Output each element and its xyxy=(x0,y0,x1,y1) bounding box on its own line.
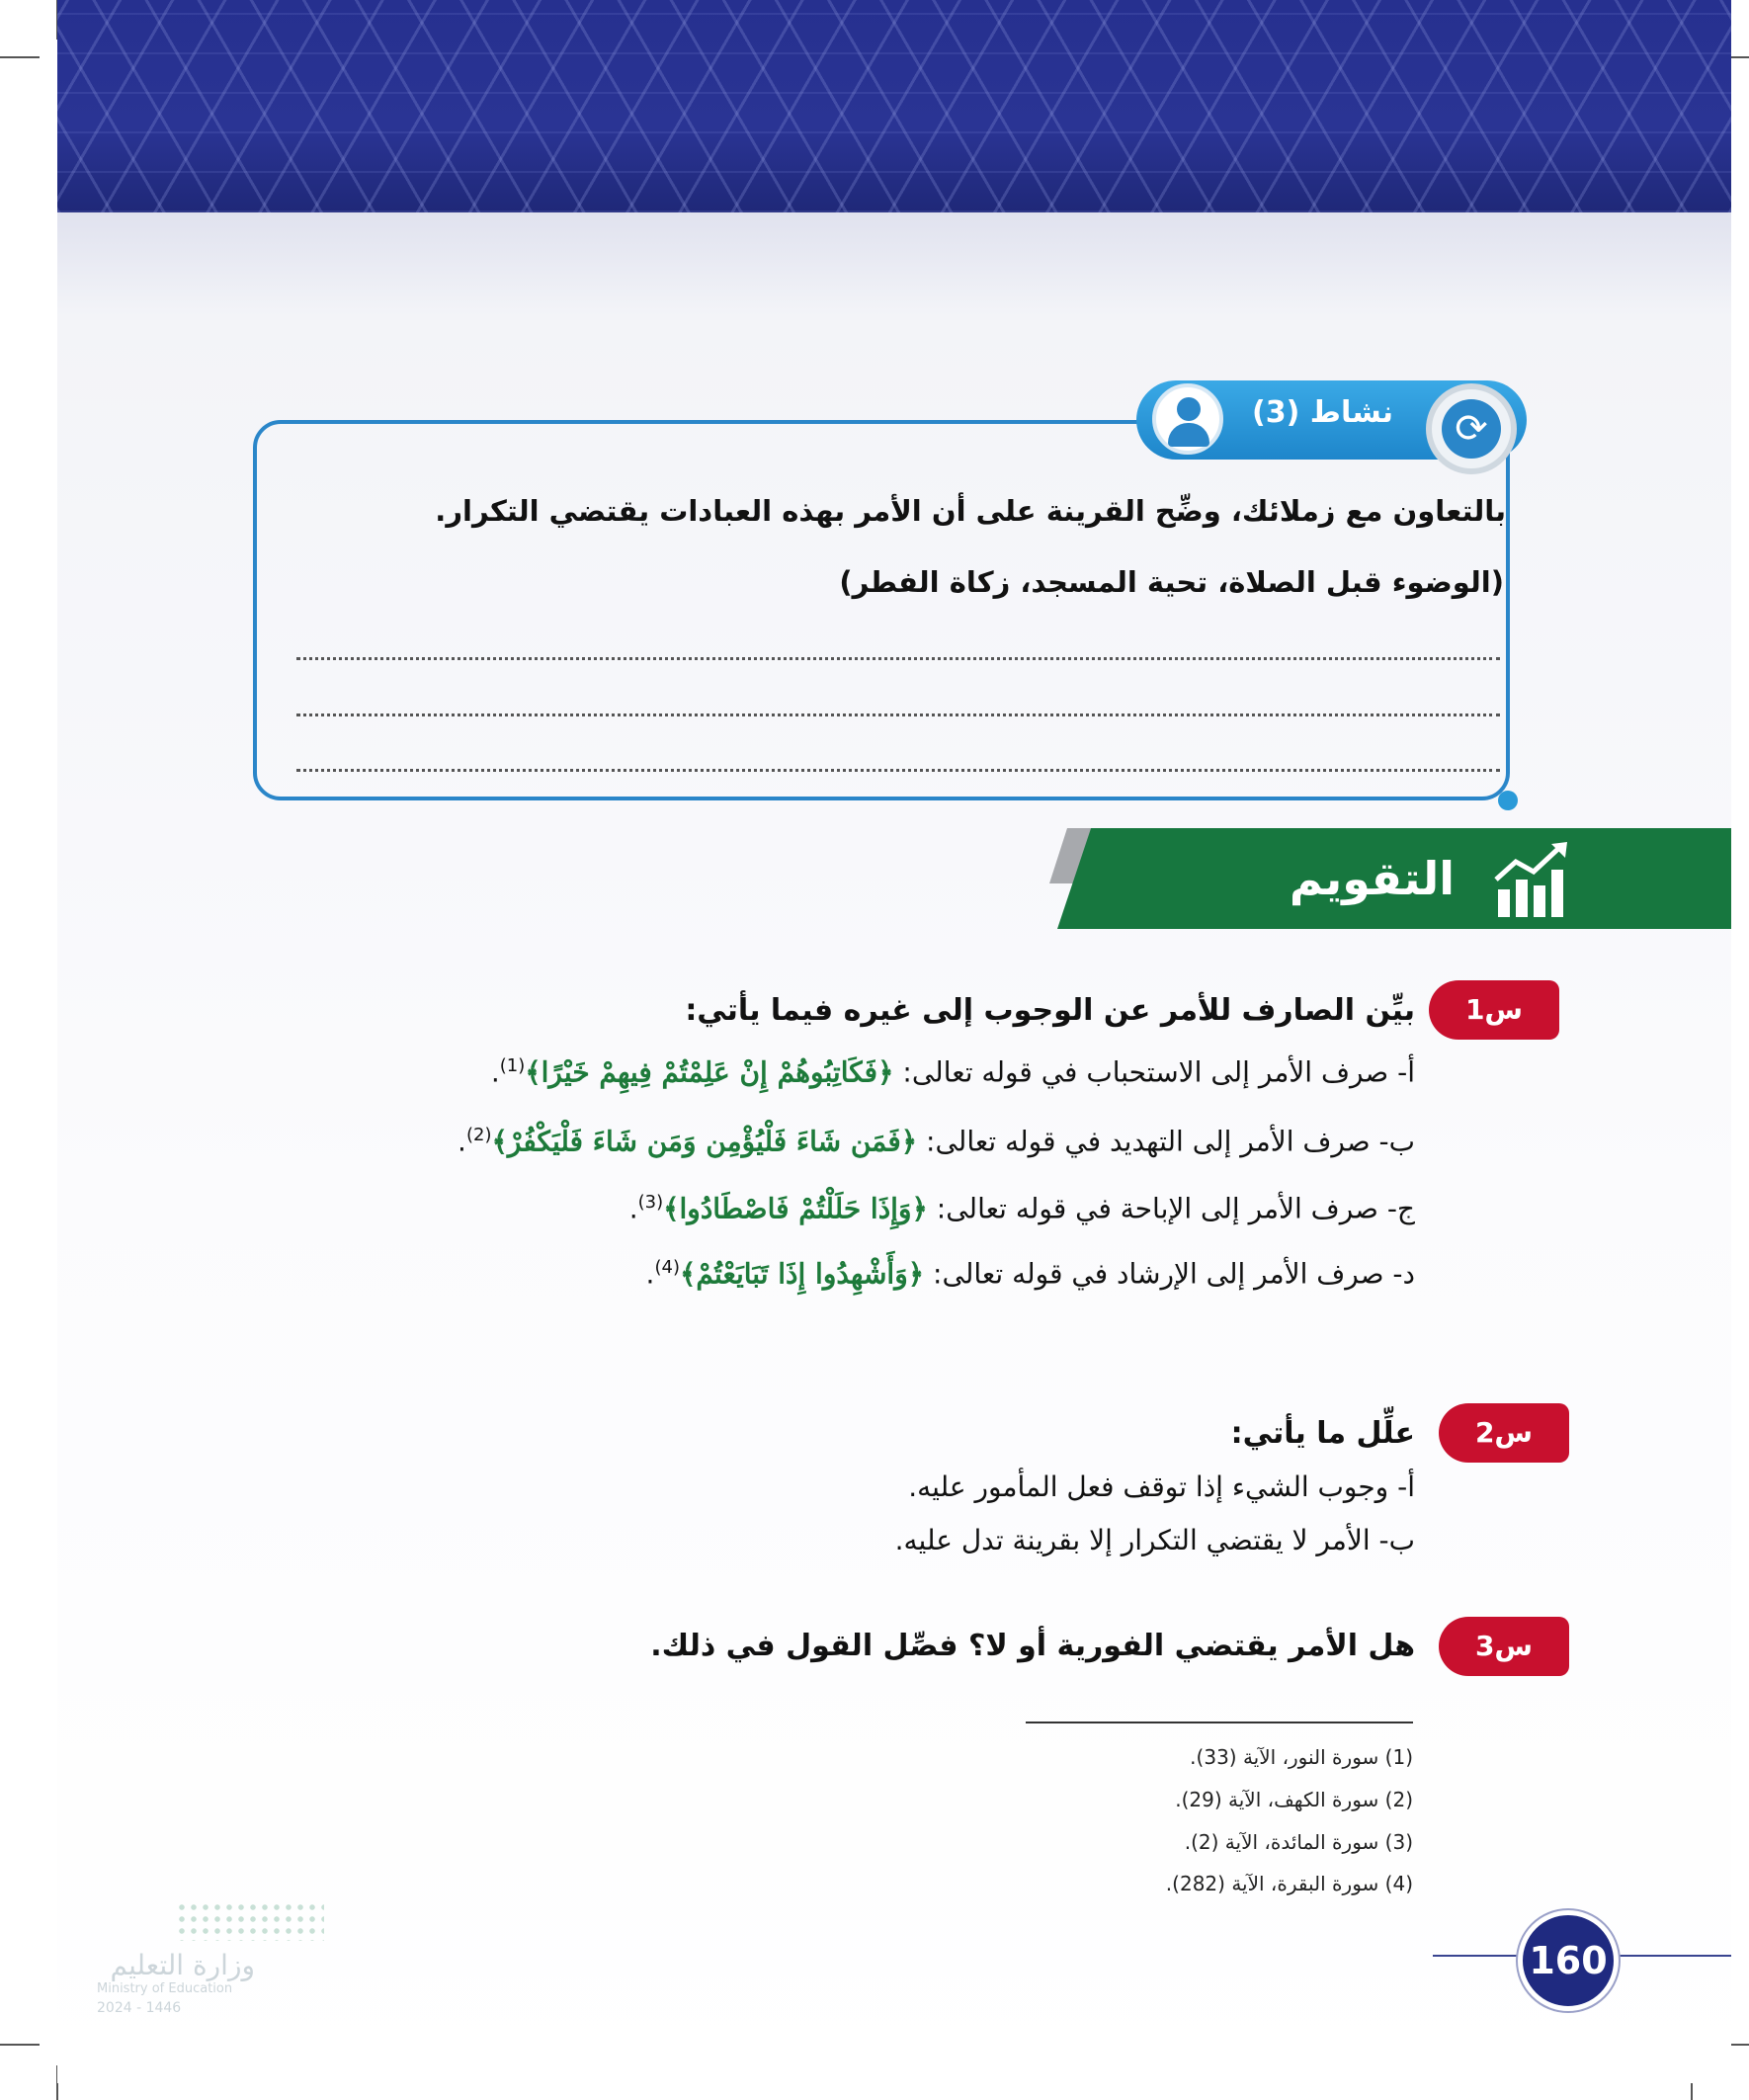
q1-item: د- صرف الأمر إلى الإرشاد في قوله تعالى: ﴿وَأَشْهِدُوا إِذَا تَبَايَعْتُمْ﴾$^{(4)}$. xyxy=(645,1257,1415,1291)
page-number-rule xyxy=(1433,1955,1518,1957)
footnote: (1) سورة النور، الآية (33). xyxy=(1190,1745,1413,1769)
q1-item-verse: ﴿وَإِذَا حَلَلْتُمْ فَاصْطَادُوا﴾ xyxy=(663,1192,928,1225)
q1-item: ب- صرف الأمر إلى التهديد في قوله تعالى: ﴿فَمَن شَاءَ فَلْيُؤْمِن وَمَن شَاءَ فَلْيَكْفُرْ﴾$^{(2)}$. xyxy=(458,1125,1415,1158)
q2-item: ب- الأمر لا يقتضي التكرار إلا بقرينة تدل عليه. xyxy=(894,1524,1415,1556)
answer-line[interactable] xyxy=(296,657,1500,660)
q2-prompt: علِّل ما يأتي: xyxy=(1230,1416,1415,1451)
q1-prompt: بيِّن الصارف للأمر عن الوجوب إلى غيره فيما يأتي: xyxy=(685,993,1415,1028)
evaluation-title: التقويم xyxy=(1289,852,1455,905)
page-number-rule xyxy=(1617,1955,1731,1957)
ministry-year: 2024 - 1446 xyxy=(97,2000,182,2016)
answer-line[interactable] xyxy=(296,714,1500,716)
page-number: 160 xyxy=(1518,1910,1619,2011)
q2-item: أ- وجوب الشيء إذا توقف فعل المأمور عليه. xyxy=(908,1470,1415,1503)
q1-item-ref: (2) xyxy=(465,1125,492,1145)
footnote: (4) سورة البقرة، الآية (282). xyxy=(1165,1872,1413,1895)
q1-item-verse: ﴿فَكَاتِبُوهُمْ إِنْ عَلِمْتُمْ فِيهِمْ خَيْرًا﴾ xyxy=(525,1055,894,1089)
activity-instruction: بالتعاون مع زملائك، وضِّح القرينة على أن الأمر بهذه العبادات يقتضي التكرار. xyxy=(435,494,1506,528)
q1-item-text: ج- صرف الأمر إلى الإباحة في قوله تعالى: xyxy=(936,1192,1415,1225)
crop-mark xyxy=(0,56,40,58)
q1-item: أ- صرف الأمر إلى الاستحباب في قوله تعالى: ﴿فَكَاتِبُوهُمْ إِنْ عَلِمْتُمْ فِيهِمْ خَيْرًا﴾$^{(1)}$. xyxy=(490,1055,1415,1089)
q1-item-verse: ﴿فَمَن شَاءَ فَلْيُؤْمِن وَمَن شَاءَ فَلْيَكْفُرْ﴾ xyxy=(491,1125,918,1158)
chart-growth-icon xyxy=(1492,840,1575,919)
activity-box-dot xyxy=(1498,791,1518,810)
q1-item: ج- صرف الأمر إلى الإباحة في قوله تعالى: ﴿وَإِذَا حَلَلْتُمْ فَاصْطَادُوا﴾$^{(3)}$. xyxy=(628,1192,1415,1225)
question-badge-3: س3 xyxy=(1439,1617,1569,1676)
activity-box xyxy=(253,420,1510,800)
footnote-divider xyxy=(1026,1722,1413,1723)
question-badge-1: س1 xyxy=(1429,980,1559,1040)
question-badge-2: س2 xyxy=(1439,1403,1569,1463)
header-banner xyxy=(57,0,1731,212)
q1-item-ref: (3) xyxy=(637,1192,664,1213)
q1-item-text: د- صرف الأمر إلى الإرشاد في قوله تعالى: xyxy=(933,1257,1415,1291)
q1-item-ref: (4) xyxy=(654,1257,680,1278)
q1-item-ref: (1) xyxy=(499,1055,526,1076)
footnote: (2) سورة الكهف، الآية (29). xyxy=(1175,1788,1413,1811)
answer-line[interactable] xyxy=(296,769,1500,772)
q1-item-text: أ- صرف الأمر إلى الاستحباب في قوله تعالى: xyxy=(902,1055,1415,1089)
q1-item-text: ب- صرف الأمر إلى التهديد في قوله تعالى: xyxy=(926,1125,1415,1158)
page-background xyxy=(57,0,1731,2083)
footnote: (3) سورة المائدة، الآية (2). xyxy=(1184,1830,1413,1854)
q1-item-verse: ﴿وَأَشْهِدُوا إِذَا تَبَايَعْتُمْ﴾ xyxy=(679,1257,925,1291)
ministry-watermark xyxy=(97,1897,255,2016)
user-icon xyxy=(1152,383,1223,455)
activity-title: نشاط (3) xyxy=(1252,395,1393,430)
refresh-icon: ⟳ xyxy=(1426,383,1517,474)
activity-items: (الوضوء قبل الصلاة، تحية المسجد، زكاة الفطر) xyxy=(839,565,1504,599)
crop-mark xyxy=(0,2044,40,2046)
q3-prompt: هل الأمر يقتضي الفورية أو لا؟ فصِّل القول في ذلك. xyxy=(650,1629,1415,1663)
ministry-name-en: Ministry of Education xyxy=(97,1981,233,1996)
ministry-name-ar: وزارة التعليم xyxy=(110,1949,255,1981)
